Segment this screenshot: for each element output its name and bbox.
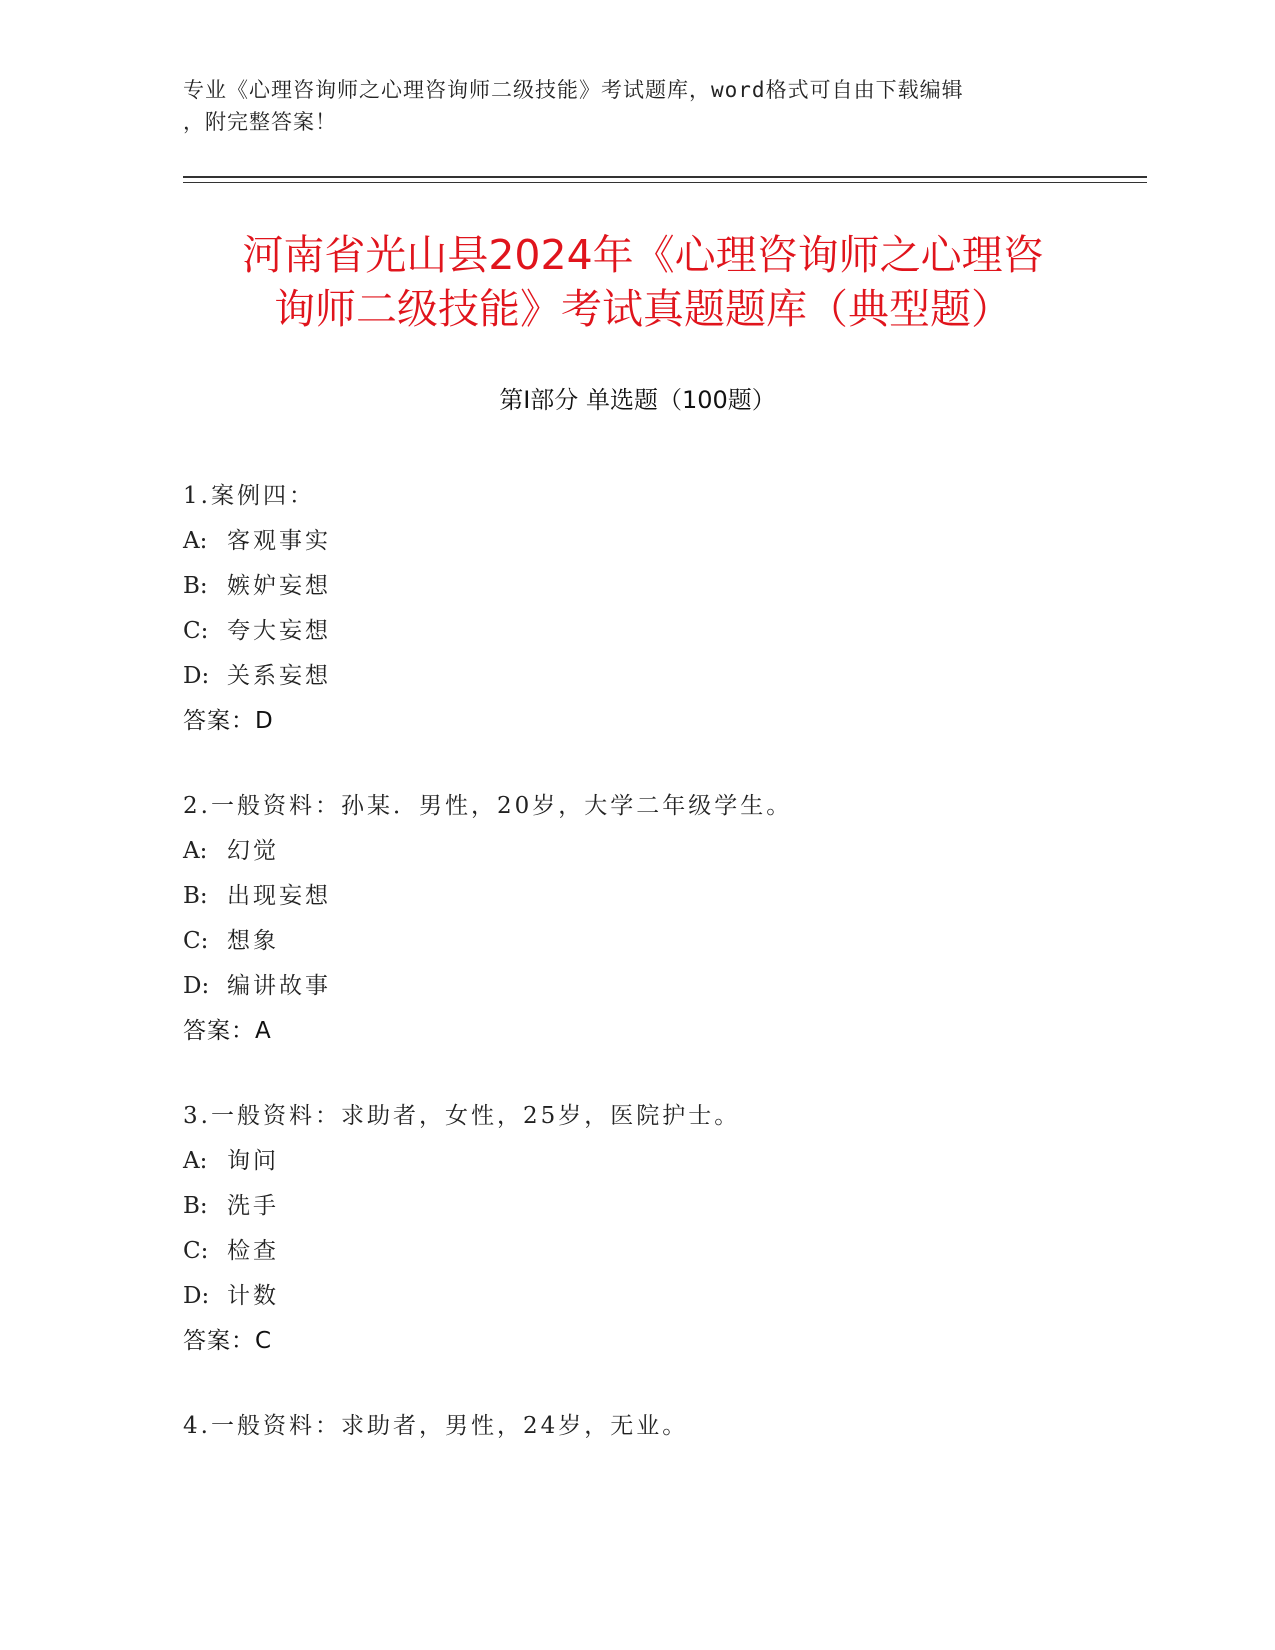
header-divider-thick [183,176,1147,178]
option-letter: A: [183,838,208,864]
option-text: 出现妄想 [227,883,331,909]
option-letter: C: [183,1238,209,1264]
option-d [183,964,1143,1009]
question-stem: 2.一般资料：孙某．男性，20岁，大学二年级学生。 [183,793,793,819]
question-4 [183,1404,1143,1449]
header-divider-thin [183,182,1147,183]
option-letter: B: [183,573,208,599]
header-note [183,74,1083,138]
option-text: 洗手 [227,1193,279,1219]
answer: 答案：A [183,1018,272,1044]
option-letter: B: [183,1193,208,1219]
option-text: 客观事实 [227,528,331,554]
option-b [183,1184,1143,1229]
document-title-line-2: 询师二级技能》考试真题题库（典型题） [274,285,1012,333]
option-b [183,564,1143,609]
option-b [183,874,1143,919]
question-2 [183,784,1143,1054]
option-c [183,919,1143,964]
question-stem: 4.一般资料：求助者，男性，24岁，无业。 [183,1413,689,1439]
option-letter: D: [183,1283,210,1309]
option-a [183,1139,1143,1184]
option-text: 想象 [227,928,279,954]
option-letter: C: [183,928,209,954]
option-text: 检查 [227,1238,279,1264]
option-text: 幻觉 [227,838,279,864]
option-d [183,1274,1143,1319]
header-note-line-1: 专业《心理咨询师之心理咨询师二级技能》考试题库，word格式可自由下载编辑 [183,78,964,102]
question-list [183,474,1143,1489]
option-letter: A: [183,1148,208,1174]
question-1 [183,474,1143,744]
option-a [183,829,1143,874]
option-text: 嫉妒妄想 [227,573,331,599]
option-d [183,654,1143,699]
header-note-line-2: ，附完整答案！ [183,110,337,134]
option-text: 编讲故事 [227,973,331,999]
option-text: 计数 [227,1283,279,1309]
document-title-line-1: 河南省光山县2024年《心理咨询师之心理咨 [242,231,1044,279]
option-letter: D: [183,973,210,999]
document-title [183,228,1103,336]
option-text: 询问 [227,1148,279,1174]
option-letter: D: [183,663,210,689]
question-3 [183,1094,1143,1364]
option-c [183,609,1143,654]
option-letter: C: [183,618,209,644]
option-a [183,519,1143,564]
answer: 答案：D [183,708,274,734]
section-title: 第Ⅰ部分 单选题（100题） [499,386,776,414]
option-letter: B: [183,883,208,909]
question-stem: 3.一般资料：求助者，女性，25岁，医院护士。 [183,1103,741,1129]
option-c [183,1229,1143,1274]
answer: 答案：C [183,1328,273,1354]
option-letter: A: [183,528,208,554]
question-stem: 1.案例四： [183,483,315,509]
option-text: 关系妄想 [227,663,331,689]
option-text: 夸大妄想 [227,618,331,644]
